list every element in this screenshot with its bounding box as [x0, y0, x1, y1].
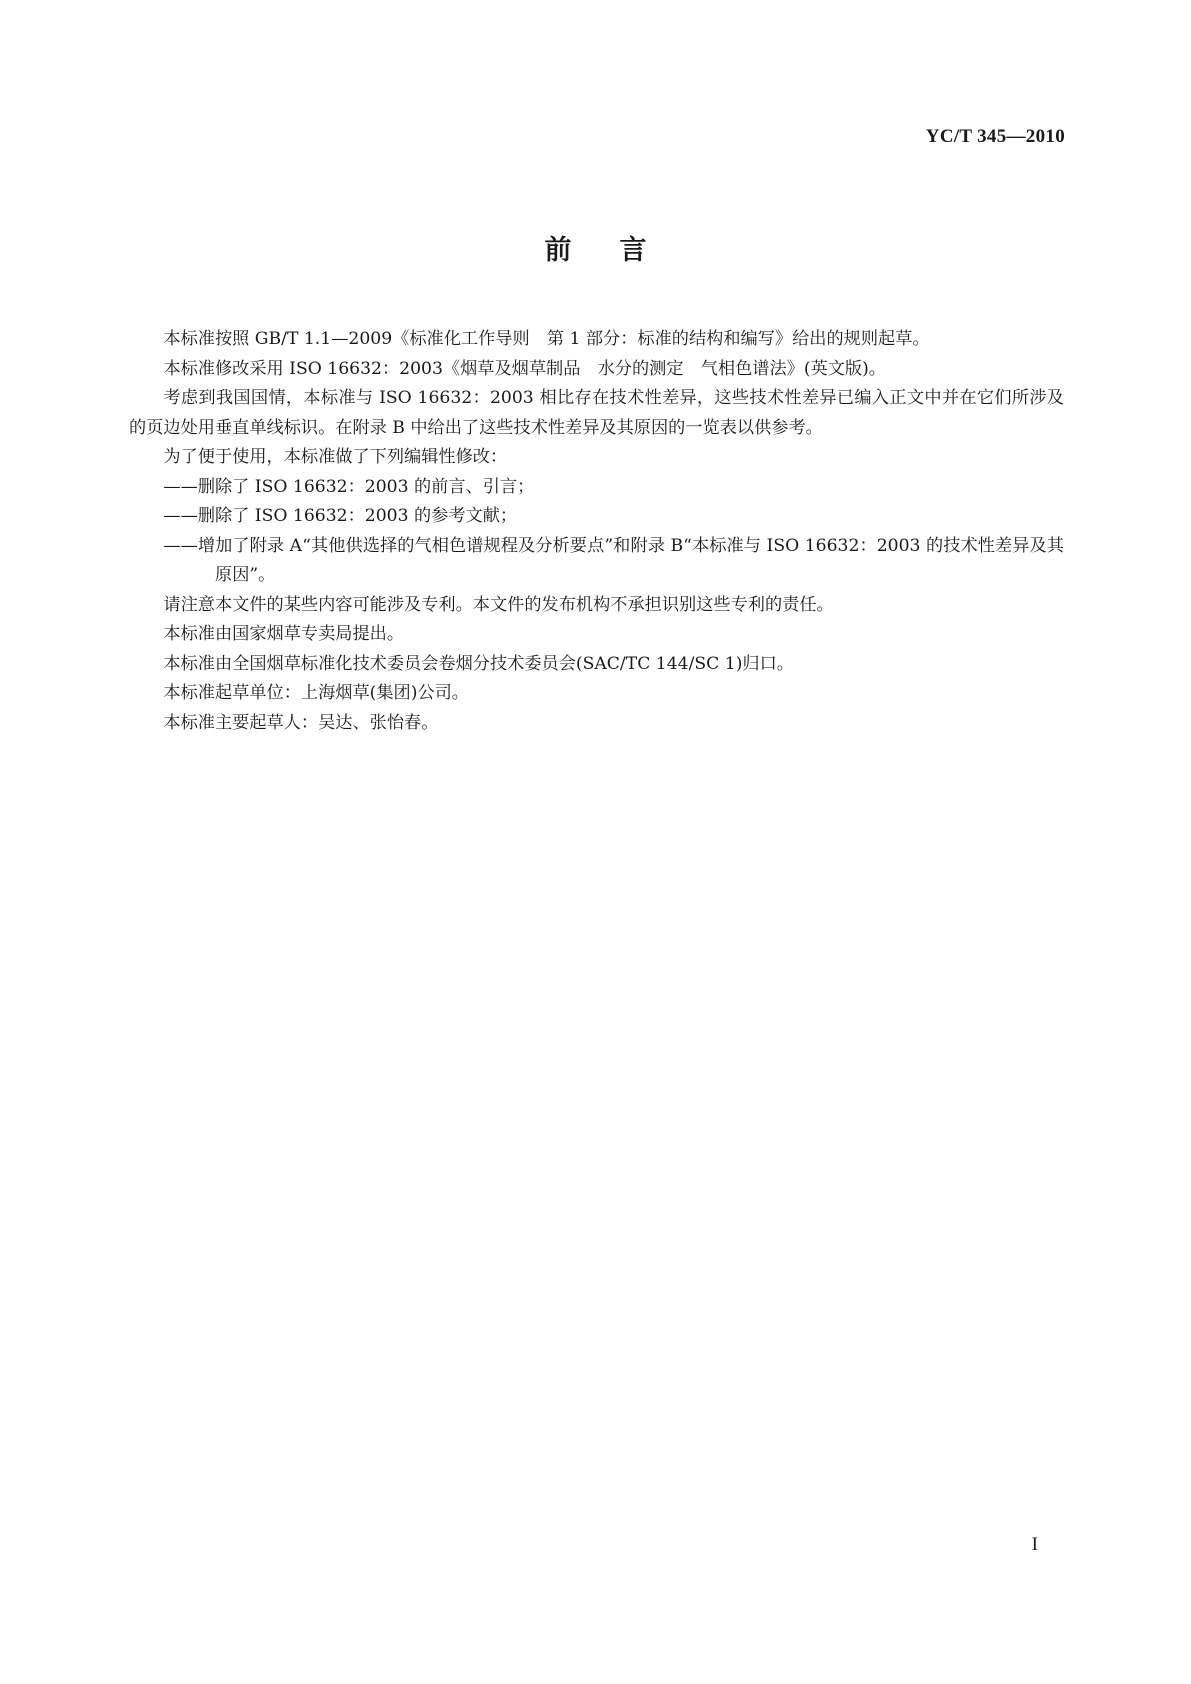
paragraph-technical-committee: 本标准由全国烟草标准化技术委员会卷烟分技术委员会(SAC/TC 144/SC 1)归口。: [163, 653, 794, 674]
paragraph-patent-notice: 请注意本文件的某些内容可能涉及专利。本文件的发布机构不承担识别这些专利的责任。: [163, 594, 834, 615]
paragraph-technical-differences: 考虑到我国国情，本标准与 ISO 16632：2003 相比存在技术性差异，这些技术性差异已编入正文中并在它们所涉及的页边处用垂直单线标识。在附录 B 中给出了这些技术性差异及其原因的一览表以供参考。: [129, 388, 1064, 438]
paragraph-drafters: 本标准主要起草人：吴达、张怡春。: [163, 712, 439, 733]
standard-code: YC/T 345—2010: [925, 126, 1065, 147]
paragraph-adoption: 本标准修改采用 ISO 16632：2003《烟草及烟草制品 水分的测定 气相色谱法》(英文版)。: [163, 358, 886, 379]
paragraph-editorial-intro: 为了便于使用，本标准做了下列编辑性修改：: [163, 447, 508, 467]
edit-item: ——删除了 ISO 16632：2003 的参考文献；: [163, 506, 518, 526]
edit-item: ——删除了 ISO 16632：2003 的前言、引言；: [163, 476, 535, 497]
paragraph-drafting-unit: 本标准起草单位：上海烟草(集团)公司。: [163, 683, 469, 703]
page-number: I: [1031, 1534, 1038, 1555]
foreword-body: [129, 325, 1064, 738]
page-title: 前言: [544, 235, 695, 266]
paragraph-proposer: 本标准由国家烟草专卖局提出。: [163, 624, 405, 644]
edit-item: ——增加了附录 A“其他供选择的气相色谱规程及分析要点”和附录 B“本标准与 ISO 16632：2003 的技术性差异及其原因”。: [163, 535, 1064, 585]
paragraph-drafting-rules: 本标准按照 GB/T 1.1—2009《标准化工作导则 第 1 部分：标准的结构和编写》给出的规则起草。: [163, 329, 930, 349]
